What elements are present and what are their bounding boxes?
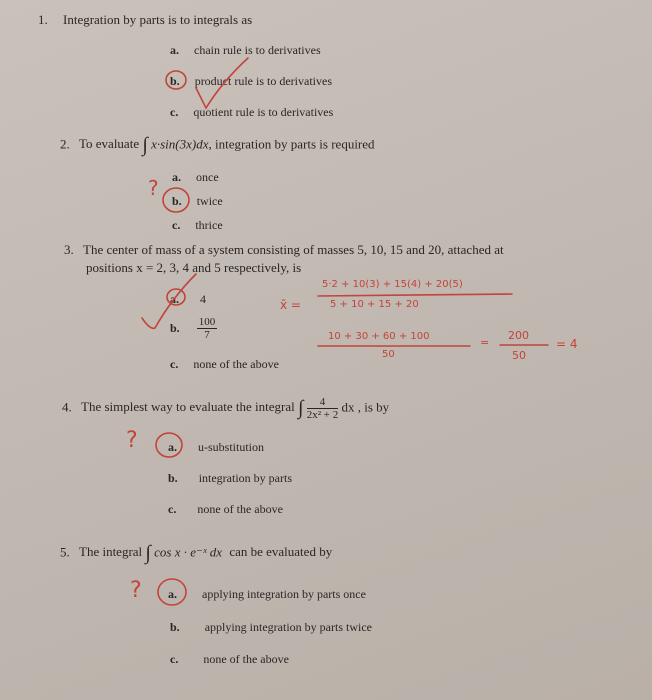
option-letter: b.: [168, 471, 178, 485]
option-letter: c.: [170, 105, 179, 119]
option-text: quotient rule is to derivatives: [193, 105, 334, 119]
work-denominator-2: 50: [382, 349, 395, 360]
fraction-numerator: 100: [198, 316, 216, 328]
option-text: u-substitution: [198, 440, 265, 454]
option-text: integration by parts: [198, 471, 292, 485]
work-equals: =: [480, 336, 490, 349]
option-text: product rule is to derivatives: [194, 74, 332, 88]
integral-expression: cos x · e⁻ˣ dx: [154, 544, 223, 560]
option-text: thrice: [195, 218, 223, 232]
work-numerator-2: 10 + 30 + 60 + 100: [328, 331, 430, 342]
question-text: Integration by parts is to integrals as: [63, 12, 253, 27]
work-result-numerator: 200: [508, 329, 529, 342]
integral-expression: x·sin(3x)dx: [151, 136, 209, 152]
option-letter: c.: [168, 502, 177, 516]
integral-sign: ∫: [142, 134, 148, 156]
option-letter: b.: [170, 74, 180, 88]
option-text: chain rule is to derivatives: [194, 43, 321, 57]
question-text-line1: The center of mass of a system consisting of masses 5, 10, 15 and 20, attached at: [83, 242, 504, 257]
option-letter: a.: [172, 170, 181, 184]
work-denominator-1: 5 + 10 + 15 + 20: [330, 299, 419, 310]
fraction-numerator: 4: [307, 396, 339, 409]
option-letter: c.: [170, 652, 179, 666]
question-mark-2: ?: [148, 176, 159, 200]
answer-circle-5: [158, 579, 186, 605]
work-xbar: x̄ =: [280, 298, 301, 312]
option-letter: a.: [168, 587, 177, 601]
option-letter: c.: [170, 357, 179, 371]
option-text: 4: [200, 292, 206, 306]
option-letter: b.: [172, 194, 182, 208]
option-letter: a.: [170, 43, 179, 57]
checkmark-1: [196, 58, 248, 108]
integral-sign: ∫: [145, 542, 151, 564]
option-text: once: [196, 170, 219, 184]
question-text-after: can be evaluated by: [229, 544, 333, 560]
option-letter: c.: [172, 218, 181, 232]
option-letter: a.: [168, 440, 177, 454]
question-number: 5.: [60, 544, 70, 560]
question-text-before: The integral: [79, 544, 143, 560]
option-text: none of the above: [197, 502, 283, 516]
work-result-denominator: 50: [512, 349, 526, 362]
option-text: twice: [196, 194, 223, 208]
answer-circle-2: [163, 188, 189, 212]
question-mark-5: ?: [130, 578, 142, 603]
answer-circle-1: [166, 71, 186, 89]
question-number: 4.: [62, 399, 72, 415]
work-fraction-bar-1: [318, 294, 512, 296]
question-text-line2: positions x = 2, 3, 4 and 5 respectively, is: [86, 260, 302, 275]
option-text: none of the above: [193, 357, 279, 371]
option-text: none of the above: [203, 652, 289, 666]
option-text: applying integration by parts once: [202, 587, 366, 601]
question-text-before: To evaluate: [79, 136, 140, 152]
integral-sign: ∫: [297, 397, 304, 419]
option-letter: a.: [170, 292, 179, 306]
question-text-after: , integration by parts is required: [208, 136, 375, 152]
option-text: applying integration by parts twice: [204, 620, 372, 634]
fraction-denominator: 7: [204, 329, 210, 341]
question-text-after: dx , is by: [341, 399, 390, 415]
option-letter: b.: [170, 620, 180, 634]
answer-circle-4: [156, 433, 182, 457]
question-number: 3.: [64, 242, 74, 257]
question-number: 1.: [38, 12, 48, 27]
question-mark-4: ?: [126, 428, 138, 453]
work-final-answer: = 4: [556, 337, 578, 351]
fraction-denominator: 2x² + 2: [306, 409, 339, 421]
work-numerator-1: 5·2 + 10(3) + 15(4) + 20(5): [322, 279, 463, 290]
option-letter: b.: [170, 321, 180, 335]
question-text-before: The simplest way to evaluate the integral: [81, 399, 295, 415]
question-number: 2.: [60, 136, 70, 152]
